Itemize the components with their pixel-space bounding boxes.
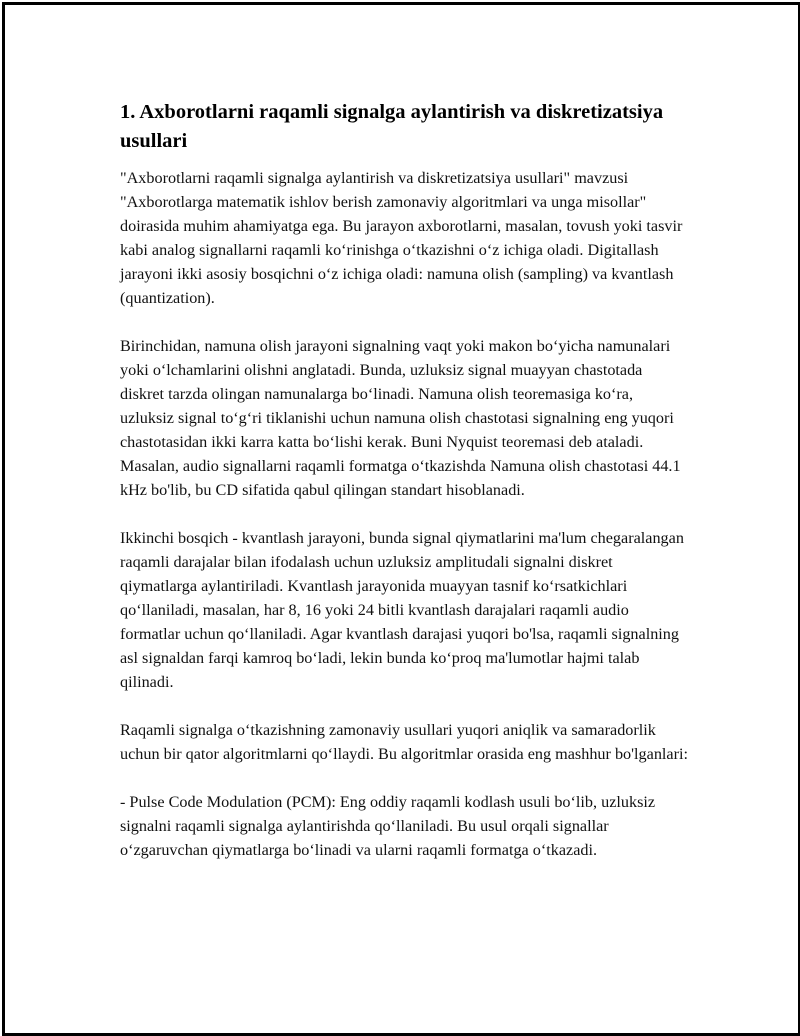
- paragraph-quantization: Ikkinchi bosqich - kvantlash jarayoni, bunda signal qiymatlarini ma'lum chegaralangan raqamli darajalar bilan ifodalash uchun uzluksiz amplitudali signalni diskret qiymatlarga aylantiriladi. Kvantlash jarayonida muayyan tasnif ko‘rsatkichlari qo‘llaniladi, masalan, har 8, 16 yoki 24 bitli kvantlash darajalari raqamli audio formatlar uchun qo‘llaniladi. Agar kvantlash darajasi yuqori bo'lsa, raqamli signalning asl signaldan farqi kamroq bo‘ladi, lekin bunda ko‘proq ma'lumotlar hajmi talab qilinadi.: [120, 529, 684, 691]
- paragraph-sampling: Birinchidan, namuna olish jarayoni signalning vaqt yoki makon bo‘yicha namunalari yoki o‘lchamlarini olishni anglatadi. Bunda, uzluksiz signal muayyan chastotada diskret tarzda olingan namunalarga bo‘linadi. Namuna olish teoremasiga ko‘ra, uzluksiz signal to‘g‘ri tiklanishi uchun namuna olish chastotasi signalning eng yuqori chastotasidan ikki karra katta bo‘lishi kerak. Buni Nyquist teoremasi deb ataladi. Masalan, audio signallarni raqamli formatga o‘tkazishda Namuna olish chastotasi 44.1 kHz bo'lib, bu CD sifatida qabul qilingan standart hisoblanadi.: [120, 337, 681, 499]
- paragraph-intro: "Axborotlarni raqamli signalga aylantirish va diskretizatsiya usullari" mavzusi "Axborotlarga matematik ishlov berish zamonaviy algoritmlari va unga misollar" doirasida muhim ahamiyatga ega. Bu jarayon axborotlarni, masalan, tovush yoki tasvir kabi analog signallarni raqamli ko‘rinishga o‘tkazishni o‘z ichiga oladi. Digitallash jarayoni ikki asosiy bosqichni o‘z ichiga oladi: namuna olish (sampling) va kvantlash (quantization).: [120, 169, 683, 307]
- document-body: [120, 98, 690, 886]
- section-heading: 1. Axborotlarni raqamli signalga aylantirish va diskretizatsiya usullari: [120, 101, 664, 152]
- page-frame: [2, 2, 800, 1036]
- paragraph-pcm: - Pulse Code Modulation (PCM): Eng oddiy raqamli kodlash usuli bo‘lib, uzluksiz signalni raqamli signalga aylantirishda qo‘llaniladi. Bu usul orqali signallar o‘zgaruvchan qiymatlarga bo‘linadi va ularni raqamli formatga o‘tkazadi.: [120, 793, 656, 859]
- paragraph-modern-methods: Raqamli signalga o‘tkazishning zamonaviy usullari yuqori aniqlik va samaradorlik uchun bir qator algoritmlarni qo‘llaydi. Bu algoritmlar orasida eng mashhur bo'lganlari:: [120, 721, 688, 763]
